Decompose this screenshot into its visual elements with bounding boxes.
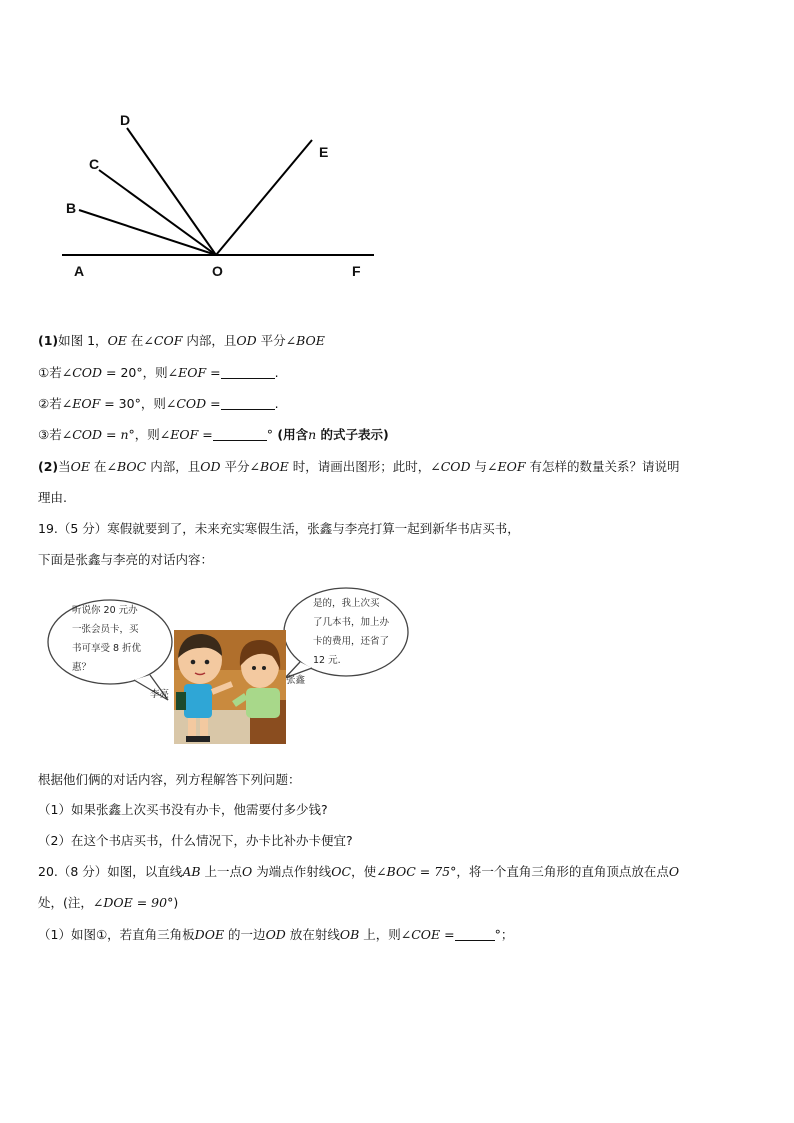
answer-blank[interactable] — [213, 427, 267, 441]
angle-figure — [0, 0, 794, 300]
q19-line3: 根据他们俩的对话内容，列方程解答下列问题： — [38, 772, 301, 787]
q18-sub3: ③若∠COD = n°，则∠EOF = ° (用含n 的式子表示) — [38, 427, 389, 442]
q19-line1: 19.（5 分）寒假就要到了，未来充实寒假生活，张鑫与李亮打算一起到新华书店买书， — [38, 521, 520, 536]
name-label-right: 张鑫 — [286, 675, 306, 686]
point-label-d: D — [120, 112, 131, 128]
point-label-e: E — [319, 144, 329, 160]
answer-blank[interactable] — [455, 927, 495, 941]
point-label-f: F — [352, 263, 361, 279]
q20-line2: 处，(注，∠DOE = 90°) — [38, 895, 179, 910]
bubble-right-text: 是的，我上次买 了几本书，加上办 卡的费用，还省了 12 元. — [313, 598, 390, 666]
point-label-o: O — [212, 263, 223, 279]
q19-line2: 下面是张鑫与李亮的对话内容： — [38, 552, 214, 567]
answer-blank[interactable] — [221, 365, 275, 379]
q18-part1: (1)如图 1，OE 在∠COF 内部，且OD 平分∠BOE — [38, 333, 325, 348]
ray-od — [127, 128, 216, 255]
q18-part2-line2: 理由. — [38, 490, 67, 505]
q18-sub1: ①若∠COD = 20°，则∠EOF = . — [38, 365, 279, 380]
children-picture — [174, 630, 286, 744]
point-label-b: B — [66, 200, 77, 216]
q19-sub2: （2）在这个书店买书，什么情况下，办卡比补办卡便宜? — [38, 833, 353, 848]
bubble-left-text: 听说你 20 元办 一张会员卡，买 书可享受 8 折优 惠？ — [72, 605, 142, 673]
answer-blank[interactable] — [221, 396, 275, 410]
ray-ob — [79, 210, 216, 255]
point-label-c: C — [89, 156, 100, 172]
q18-part2: (2)当OE 在∠BOC 内部，且OD 平分∠BOE 时，请画出图形；此时，∠COD 与∠EOF 有怎样的数量关系？请说明 — [38, 459, 680, 474]
ray-oe — [216, 140, 312, 255]
q20-line3: （1）如图①，若直角三角板DOE 的一边OD 放在射线OB 上，则∠COE = °； — [38, 927, 514, 942]
name-label-left: 李亮 — [150, 689, 170, 700]
q19-sub1: （1）如果张鑫上次买书没有办卡，他需要付多少钱? — [38, 802, 328, 817]
point-label-a: A — [74, 263, 85, 279]
q18-sub2: ②若∠EOF = 30°，则∠COD = . — [38, 396, 279, 411]
ray-oc — [99, 170, 216, 255]
q20-line1: 20.（8 分）如图，以直线AB 上一点O 为端点作射线OC，使∠BOC = 75°，将一个直角三角形的直角顶点放在点O — [38, 864, 680, 879]
